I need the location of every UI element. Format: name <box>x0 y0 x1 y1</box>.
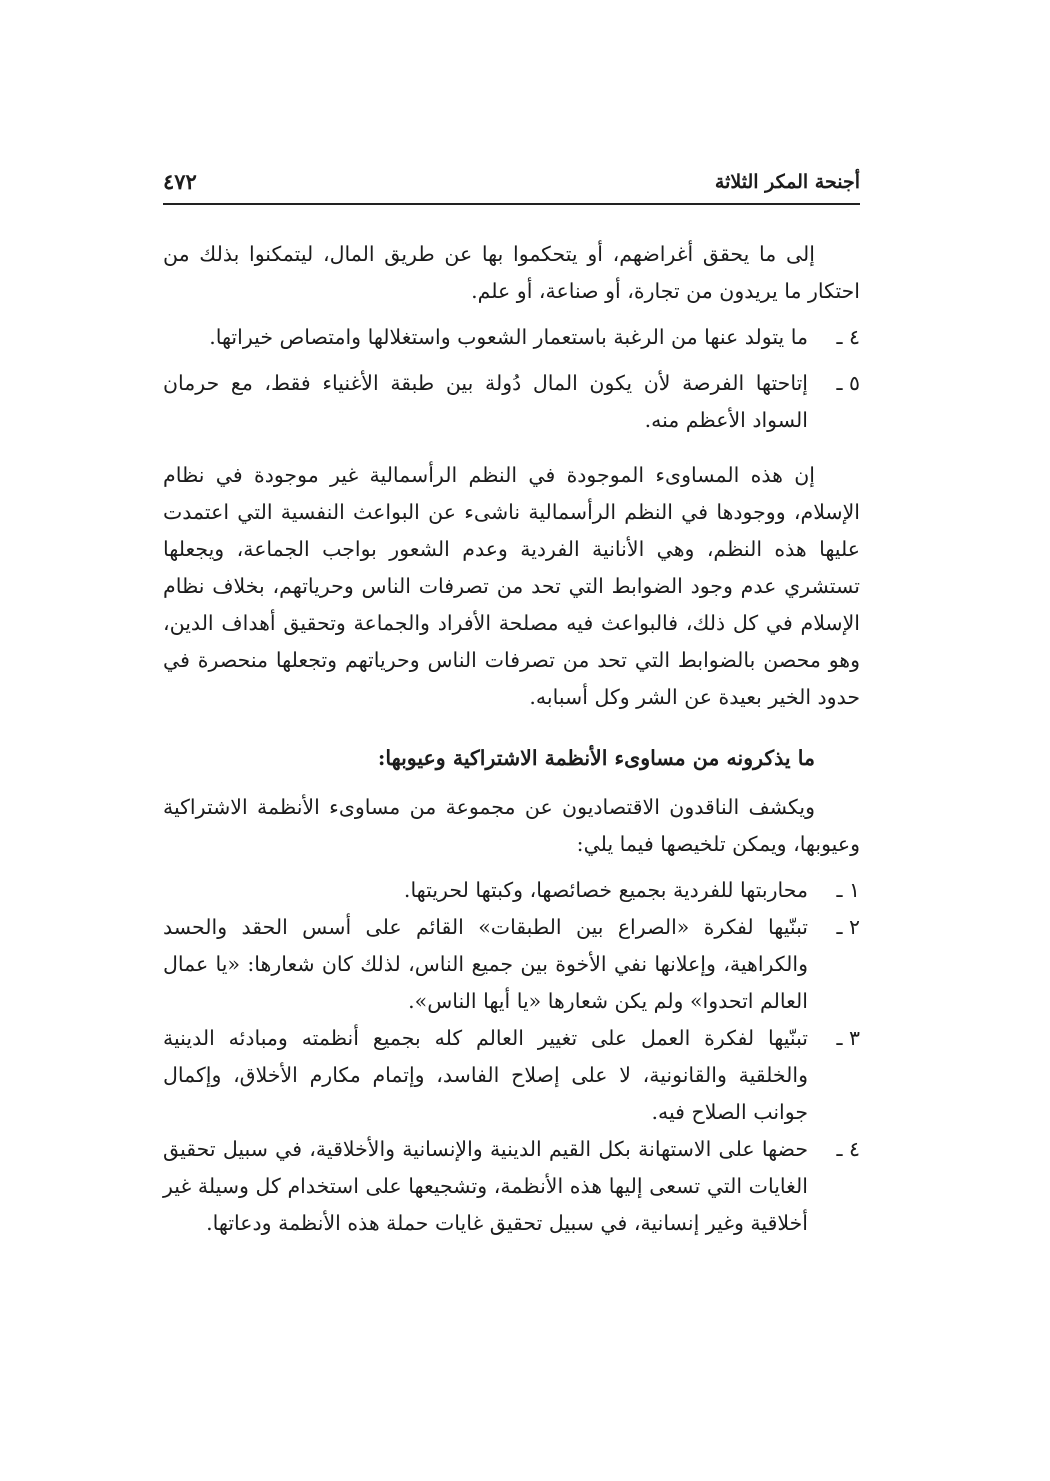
list-item-number: ٣ ـ <box>836 1026 860 1050</box>
list-item-number: ٢ ـ <box>836 915 860 939</box>
list-item <box>163 1131 860 1242</box>
page-body <box>163 236 860 1242</box>
list-item-text: إتاحتها الفرصة لأن يكون المال دُولة بين طبقة الأغنياء فقط، مع حرمان السواد الأعظم منه. <box>163 371 808 432</box>
list-item <box>163 1020 860 1131</box>
list-item-text: تبنّيها لفكرة العمل على تغيير العالم كله بجميع أنظمته ومبادئه الدينية والخلقية والقانونية، لا على إصلاح الفاسد، وإتمام مكارم الأخلاق، وإكمال جوانب الصلاح فيه. <box>163 1026 808 1124</box>
section-intro: ويكشف الناقدون الاقتصاديون عن مجموعة من مساوىء الأنظمة الاشتراكية وعيوبها، ويمكن تلخيصها فيما يلي: <box>163 795 860 856</box>
list-item-number: ٤ ـ <box>836 325 860 349</box>
list-item-number: ٤ ـ <box>836 1137 860 1161</box>
list-item <box>163 319 860 356</box>
page-number: ٤٧٢ <box>163 169 197 194</box>
page-header <box>163 165 860 205</box>
list-item <box>163 872 860 909</box>
list-item <box>163 909 860 1020</box>
list-item-text: حضها على الاستهانة بكل القيم الدينية والإنسانية والأخلاقية، في سبيل تحقيق الغايات التي تسعى إليها هذه الأنظمة، وتشجيعها على استخدام كل وسيلة غير أخلاقية وغير إنسانية، في سبيل تحقيق غايات حملة هذه الأنظمة ودعاتها. <box>163 1137 808 1235</box>
list-item-number: ١ ـ <box>836 878 860 902</box>
list-item-text: ما يتولد عنها من الرغبة باستعمار الشعوب واستغلالها وامتصاص خيراتها. <box>209 325 808 349</box>
intro-continuation: إلى ما يحقق أغراضهم، أو يتحكموا بها عن طريق المال، ليتمكنوا بذلك من احتكار ما يريدون من تجارة، أو صناعة، أو علم. <box>163 242 860 303</box>
list-item-text: تبنّيها لفكرة «الصراع بين الطبقات» القائم على أسس الحقد والحسد والكراهية، وإعلانها نفي الأخوة بين جميع الناس، لذلك كان شعارها: «يا عمال العالم اتحدوا» ولم يكن شعارها «يا أيها الناس». <box>163 915 808 1013</box>
section-heading: ما يذكرونه من مساوىء الأنظمة الاشتراكية وعيوبها: <box>377 746 815 770</box>
list-item-number: ٥ ـ <box>836 371 860 395</box>
list-item <box>163 365 860 439</box>
running-title: أجنحة المكر الثلاثة <box>714 171 860 193</box>
header-rule <box>163 203 860 205</box>
list-item-text: محاربتها للفردية بجميع خصائصها، وكبتها لحريتها. <box>403 878 808 902</box>
body-paragraph: إن هذه المساوىء الموجودة في النظم الرأسمالية غير موجودة في نظام الإسلام، ووجودها في النظم الرأسمالية ناشىء عن البواعث النفسية التي اعتمدت عليها هذه النظم، وهي الأنانية الفردية وعدم الشعور بواجب الجماعة، ويجعلها تستشري عدم وجود الضوابط التي تحد من تصرفات الناس وحرياتهم، بخلاف نظام الإسلام في كل ذلك، فالبواعث فيه مصلحة الأفراد والجماعة وتحقيق أهداف الدين، وهو محصن بالضوابط التي تحد من تصرفات الناس وحرياتهم وتجعلها منحصرة في حدود الخير بعيدة عن الشر وكل أسبابه. <box>163 463 860 709</box>
